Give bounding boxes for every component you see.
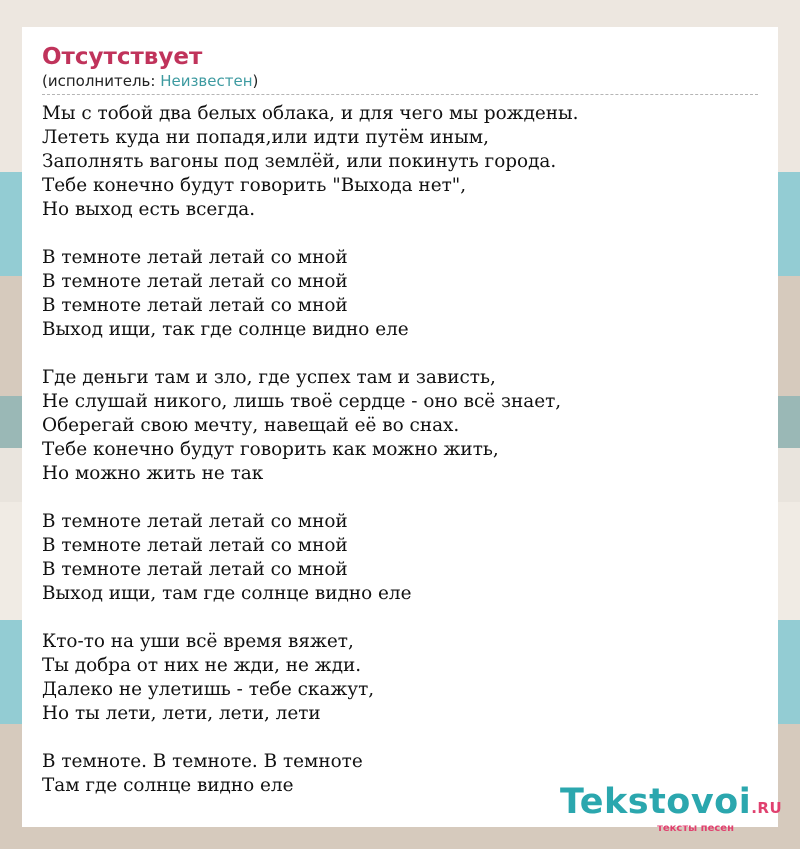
lyrics-text <box>42 102 758 798</box>
lyric-line: Заполнять вагоны под землёй, или покинуть города. <box>42 151 557 172</box>
lyric-line: Тебе конечно будут говорить как можно жить, <box>42 439 499 460</box>
lyric-line: Лететь куда ни попадя,или идти путём иным, <box>42 127 489 148</box>
lyric-line: В темноте летай летай со мной <box>42 535 348 556</box>
site-logo[interactable] <box>560 782 783 834</box>
lyric-line: В темноте летай летай со мной <box>42 247 348 268</box>
lyric-line: Мы с тобой два белых облака, и для чего мы рождены. <box>42 103 579 124</box>
lyric-line: Кто-то на уши всё время вяжет, <box>42 631 354 652</box>
lyric-line: Где деньги там и зло, где успех там и зависть, <box>42 367 496 388</box>
song-title: Отсутствует <box>42 44 203 70</box>
lyric-line: Ты добра от них не жди, не жди. <box>42 655 362 676</box>
lyric-line: Выход ищи, так где солнце видно еле <box>42 319 409 340</box>
lyric-line: Но выход есть всегда. <box>42 199 256 220</box>
lyric-line: В темноте летай летай со мной <box>42 511 348 532</box>
logo-tagline: тексты песен <box>657 823 734 834</box>
lyric-line: Тебе конечно будут говорить "Выхода нет", <box>42 175 467 196</box>
lyric-line: Но можно жить не так <box>42 463 264 484</box>
stanza <box>42 102 758 222</box>
artist-link[interactable]: Неизвестен <box>160 72 253 90</box>
stanza <box>42 510 758 606</box>
lyric-line: Там где солнце видно еле <box>42 775 294 796</box>
logo-wordmark <box>560 782 783 828</box>
lyric-line: Выход ищи, там где солнце видно еле <box>42 583 412 604</box>
lyric-line: Не слушай никого, лишь твоё сердце - оно всё знает, <box>42 391 562 412</box>
logo-name: Tekstovoi <box>560 782 752 822</box>
artist-line <box>42 71 758 95</box>
lyric-line: В темноте. В темноте. В темноте <box>42 751 363 772</box>
stanza <box>42 630 758 726</box>
lyric-line: В темноте летай летай со мной <box>42 295 348 316</box>
lyric-line: Оберегай свою мечту, навещай её во снах. <box>42 415 460 436</box>
lyric-line: Но ты лети, лети, лети, лети <box>42 703 321 724</box>
lyric-line: В темноте летай летай со мной <box>42 271 348 292</box>
stanza <box>42 246 758 342</box>
lyric-line: Далеко не улетишь - тебе скажут, <box>42 679 375 700</box>
lyrics-card <box>22 27 778 827</box>
logo-tld: .RU <box>751 799 783 817</box>
lyric-line: В темноте летай летай со мной <box>42 559 348 580</box>
artist-suffix: ) <box>252 72 259 90</box>
stanza <box>42 366 758 486</box>
artist-prefix: (исполнитель: <box>42 72 161 90</box>
